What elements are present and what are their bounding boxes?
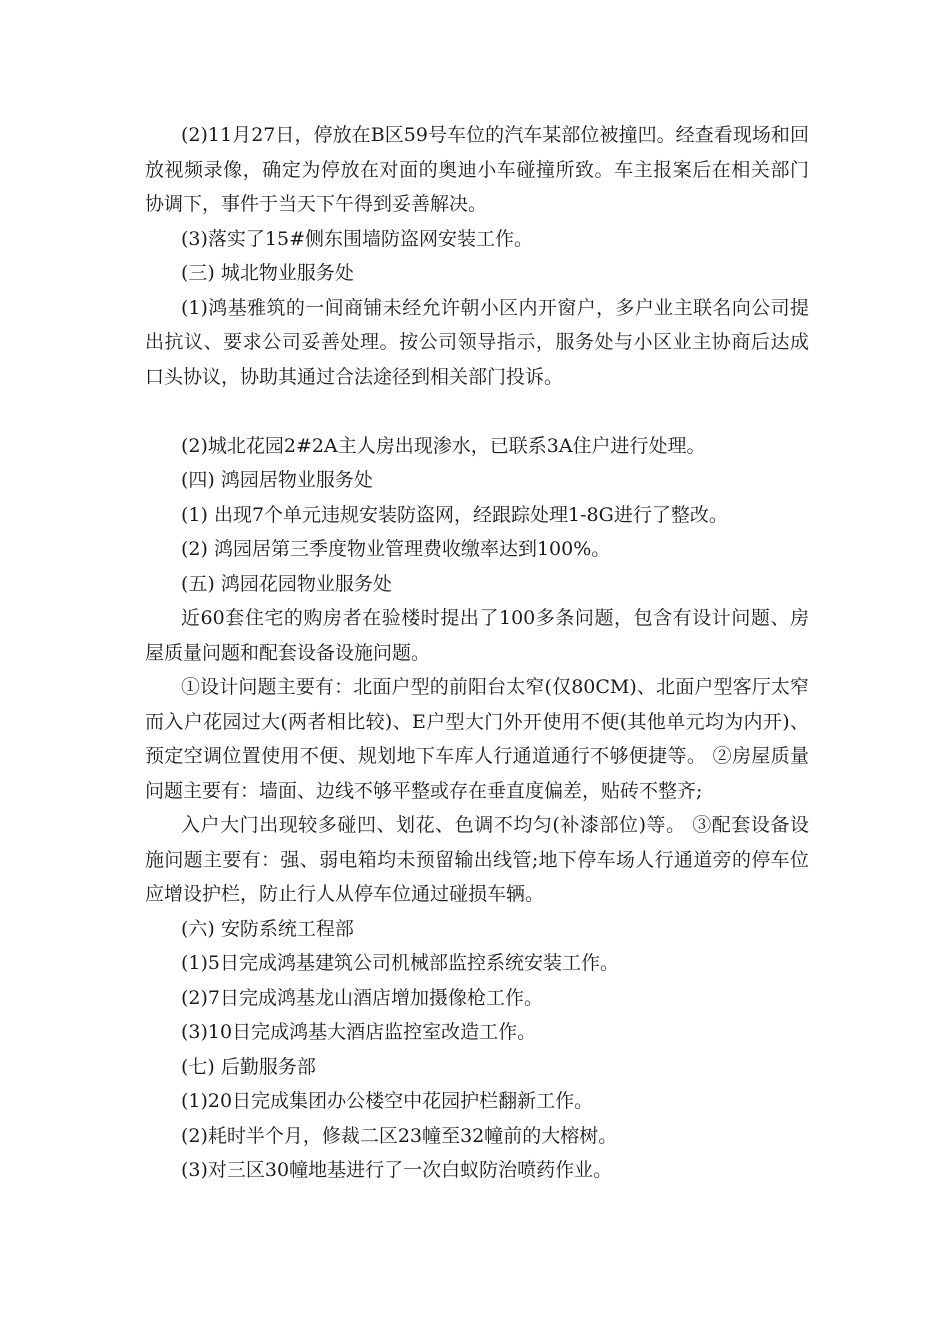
section-heading-hongyuanju: (四) 鸿园居物业服务处 — [181, 469, 373, 491]
paragraph-15-fence: (3)落实了15#侧东围墙防盗网安装工作。 — [181, 227, 534, 250]
paragraph-buyer-issues: 近60套住宅的购房者在验楼时提出了100多条问题，包含有设计问题、房屋质量问题和配套设备设施问题。 — [145, 607, 809, 664]
section-heading-chengbei: (三) 城北物业服务处 — [181, 262, 354, 284]
paragraph-incident-b59: (2)11月27日，停放在B区59号车位的汽车某部位被撞凹。经查看现场和回放视频录像，确定为停放在对面的奥迪小车碰撞所致。车主报案后在相关部门协调下，事件于当天下午得到妥善解决。 — [145, 124, 809, 215]
paragraph-hongji-yazhu: (1)鸿基雅筑的一间商铺未经允许朝小区内开窗户，多户业主联名向公司提出抗议、要求公司妥善处理。按公司领导指示，服务处与小区业主协商后达成口头协议，协助其通过合法途径到相关部门投诉。 — [145, 296, 809, 388]
paragraph-security-3: (3)10日完成鸿基大酒店监控室改造工作。 — [181, 1021, 537, 1043]
blank-line — [145, 394, 809, 429]
paragraph-hongyuanju-2: (2) 鸿园居第三季度物业管理费收缴率达到100%。 — [181, 538, 611, 560]
paragraph-security-1: (1)5日完成鸿基建筑公司机械部监控系统安装工作。 — [181, 952, 620, 974]
paragraph-logistics-3: (3)对三区30幢地基进行了一次白蚁防治喷药作业。 — [181, 1159, 613, 1181]
paragraph-logistics-2: (2)耗时半个月，修裁二区23幢至32幢前的大榕树。 — [181, 1124, 618, 1147]
section-heading-logistics: (七) 后勤服务部 — [181, 1055, 316, 1078]
paragraph-design-issues: ①设计问题主要有：北面户型的前阳台太窄(仅80CM)、北面户型客厅太窄而入户花园过大(两者相比较)、E户型大门外开使用不便(其他单元均为内开)、预定空调位置使用不便、规划地下车库人行通道通行不够便捷等。 ②房屋质量问题主要有：墙面、边线不够平整或存在垂直度偏差，贴砖不整齐; — [145, 676, 809, 802]
section-heading-security: (六) 安防系统工程部 — [181, 917, 354, 940]
document-body — [145, 118, 809, 1188]
paragraph-hongyuanju-1: (1) 出现7个单元违规安装防盗网，经跟踪处理1-8G进行了整改。 — [181, 503, 728, 526]
section-heading-hongyuan-garden: (五) 鸿园花园物业服务处 — [181, 572, 392, 595]
paragraph-security-2: (2)7日完成鸿基龙山酒店增加摄像枪工作。 — [181, 986, 544, 1009]
paragraph-logistics-1: (1)20日完成集团办公楼空中花园护栏翻新工作。 — [181, 1090, 594, 1112]
paragraph-chengbei-leak: (2)城北花园2#2A主人房出现渗水，已联系3A住户进行处理。 — [181, 434, 706, 457]
paragraph-facility-issues: 入户大门出现较多碰凹、划花、色调不均匀(补漆部位)等。 ③配套设备设施问题主要有：强、弱电箱均未预留输出线管;地下停车场人行通道旁的停车位应增设护栏，防止行人从停车位通过碰损车辆。 — [145, 814, 809, 905]
